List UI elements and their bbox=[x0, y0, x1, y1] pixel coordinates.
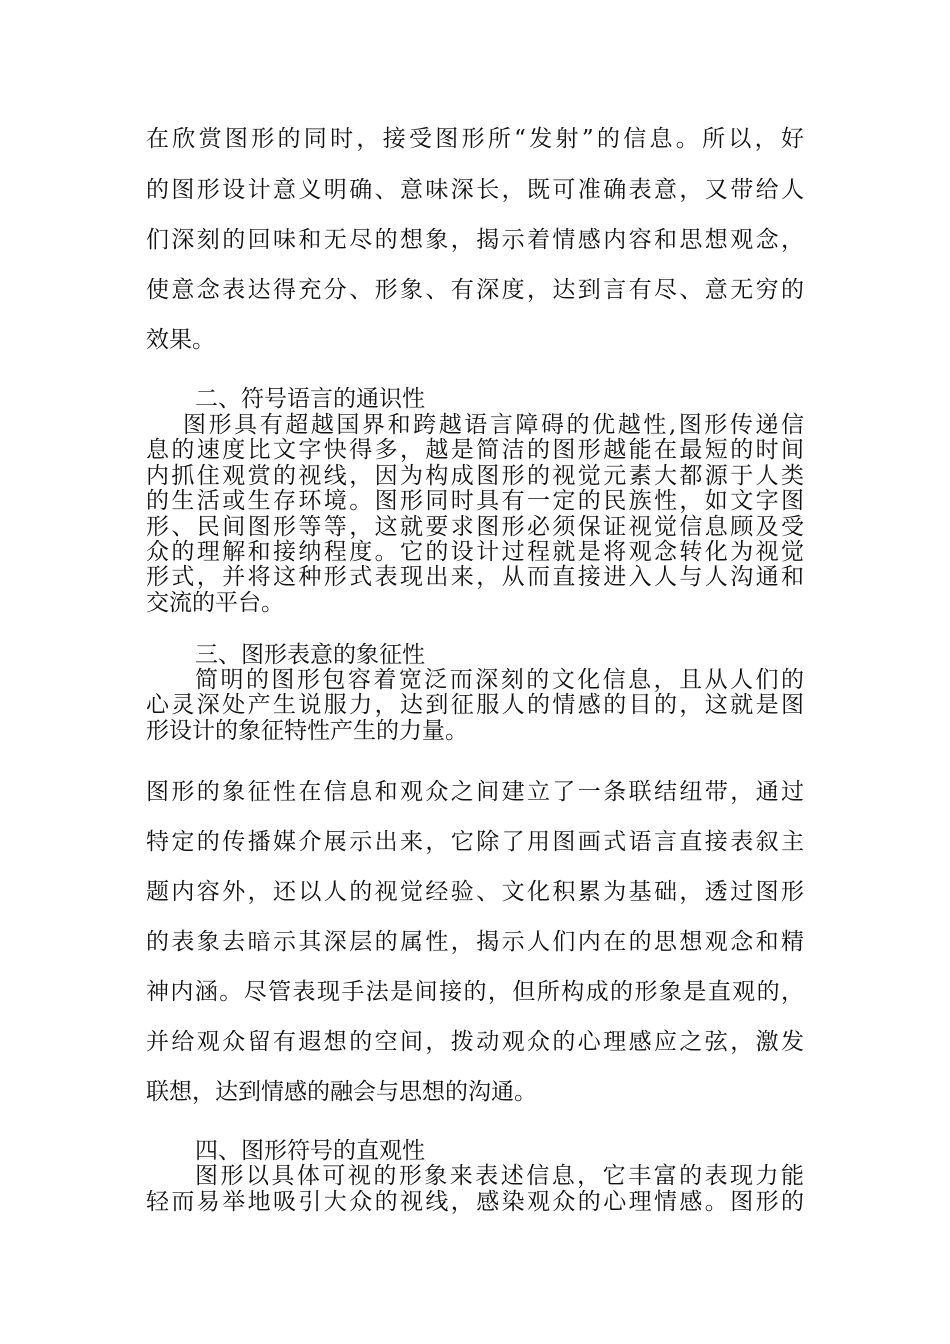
paragraph-line: 图形的象征性在信息和观众之间建立了一条联结纽带，通过 bbox=[146, 779, 804, 805]
paragraph-line: 形式，并将这种形式表现出来，从而直接进入人与人沟通和 bbox=[146, 564, 804, 590]
paragraph-line: 特定的传播媒介展示出来，它除了用图画式语言直接表叙主 bbox=[146, 829, 804, 855]
paragraph-line: 们深刻的回味和无尽的想象，揭示着情感内容和思想观念， bbox=[146, 227, 804, 253]
paragraph-line: 并给观众留有遐想的空间，拨动观众的心理感应之弦，激发 bbox=[146, 1029, 804, 1055]
paragraph-line: 交流的平台。 bbox=[146, 590, 284, 616]
paragraph-line: 心灵深处产生说服力，达到征服人的情感的目的，这就是图 bbox=[146, 692, 804, 718]
paragraph-line: 简明的图形包容着宽泛而深刻的文化信息，且从人们的 bbox=[195, 667, 804, 693]
paragraph-line: 形、民间图形等等，这就要求图形必须保证视觉信息顾及受 bbox=[146, 514, 804, 540]
paragraph-line: 联想，达到情感的融会与思想的沟通。 bbox=[146, 1079, 537, 1105]
paragraph-line: 的图形设计意义明确、意味深长，既可准确表意，又带给人 bbox=[146, 177, 804, 203]
paragraph-line: 在欣赏图形的同时，接受图形所“发射”的信息。所以，好 bbox=[146, 126, 804, 152]
paragraph-line: 内抓住观赏的视线，因为构成图形的视觉元素大都源于人类 bbox=[146, 463, 804, 489]
paragraph-line: 形设计的象征特性产生的力量。 bbox=[146, 718, 468, 744]
paragraph-line: 题内容外，还以人的视觉经验、文化积累为基础，透过图形 bbox=[146, 879, 804, 905]
paragraph-line: 的表象去暗示其深层的属性，揭示人们内在的思想观念和精 bbox=[146, 929, 804, 955]
paragraph-line: 图形具有超越国界和跨越语言障碍的优越性,图形传递信 bbox=[183, 412, 804, 438]
paragraph-line: 图形以具体可视的形象来表述信息，它丰富的表现力能 bbox=[195, 1163, 804, 1189]
paragraph-line: 的生活或生存环境。图形同时具有一定的民族性，如文字图 bbox=[146, 488, 804, 514]
paragraph-line: 神内涵。尽管表现手法是间接的，但所构成的形象是直观的， bbox=[146, 979, 804, 1005]
section-heading: 四、图形符号的直观性 bbox=[195, 1138, 425, 1164]
paragraph-line: 轻而易举地吸引大众的视线，感染观众的心理情感。图形的 bbox=[146, 1189, 804, 1215]
section-heading: 三、图形表意的象征性 bbox=[195, 642, 425, 668]
paragraph-line: 息的速度比文字快得多，越是简洁的图形越能在最短的时间 bbox=[146, 437, 804, 463]
section-heading: 二、符号语言的通识性 bbox=[195, 386, 425, 412]
paragraph-line: 使意念表达得充分、形象、有深度，达到言有尽、意无穷的 bbox=[146, 277, 804, 303]
paragraph-line: 众的理解和接纳程度。它的设计过程就是将观念转化为视觉 bbox=[146, 539, 804, 565]
paragraph-line: 效果。 bbox=[146, 327, 215, 353]
